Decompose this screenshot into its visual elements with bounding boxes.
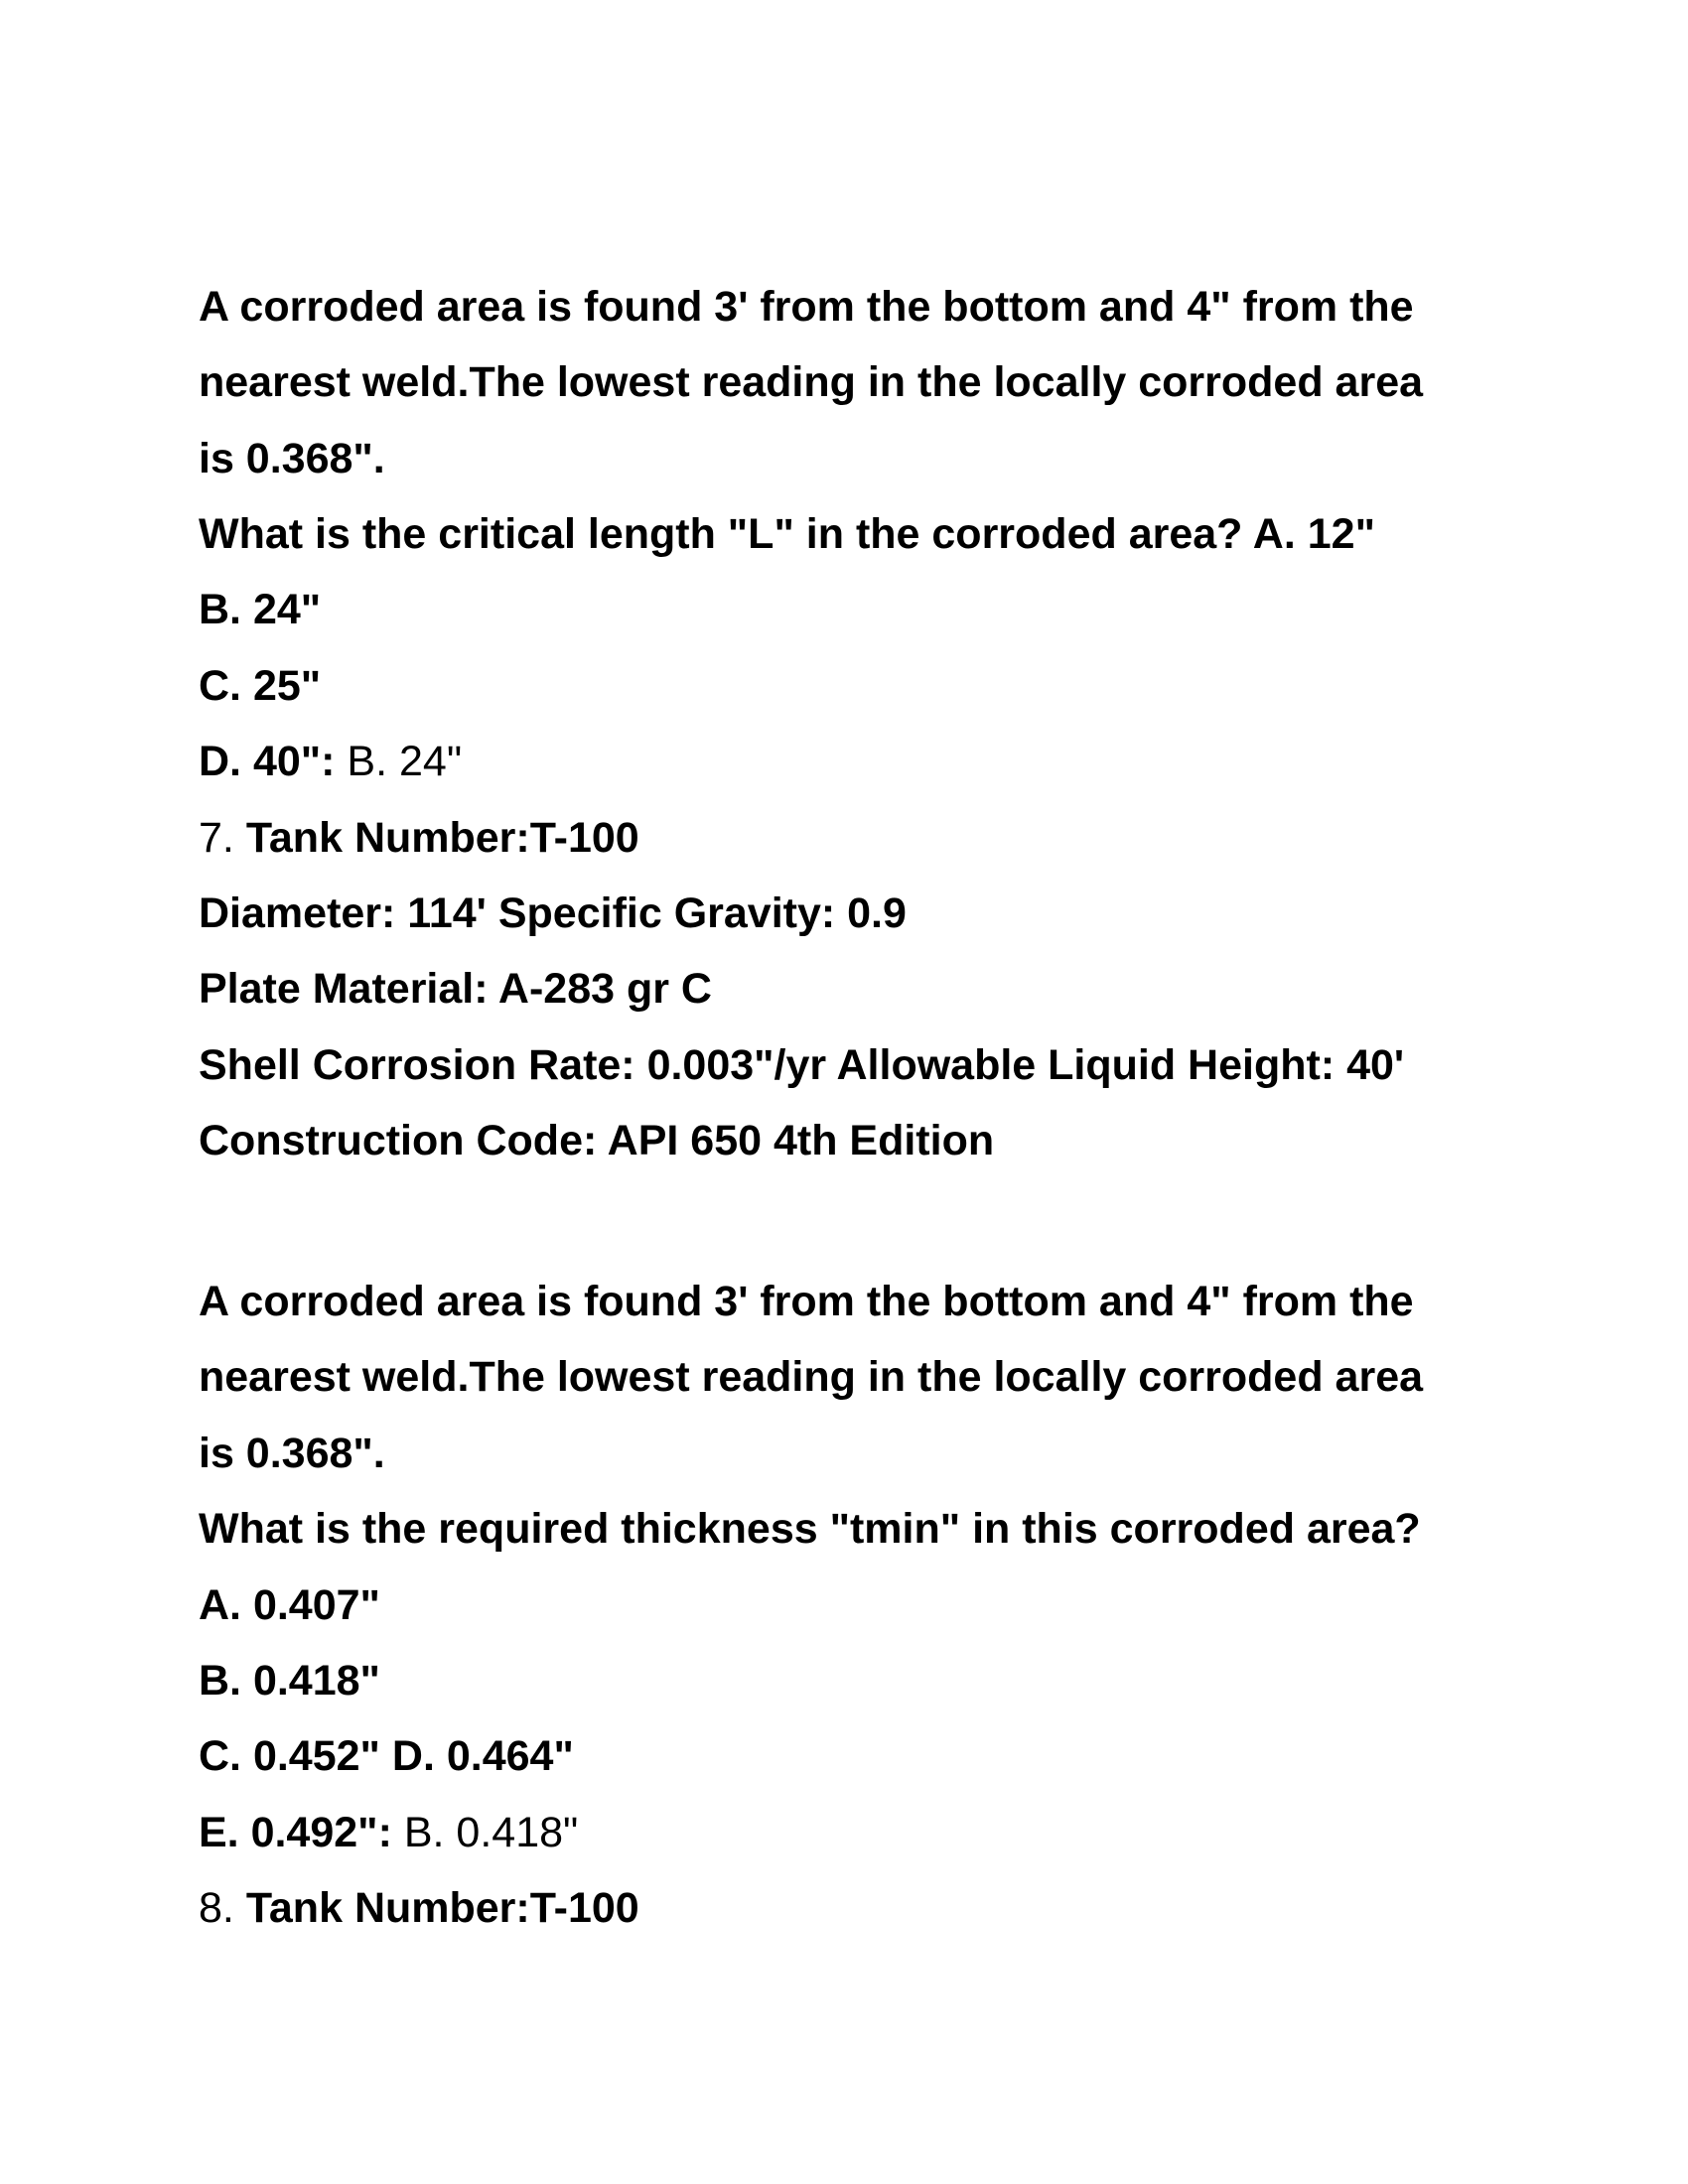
question-text-line: is 0.368". (199, 435, 385, 482)
item-header (199, 814, 639, 862)
answer: B. 24" (335, 738, 463, 785)
question-text-line: nearest weld.The lowest reading in the locally corroded area (199, 1353, 1424, 1401)
question-prompt: What is the required thickness "tmin" in this corroded area? (199, 1505, 1421, 1553)
question-text-line: is 0.368". (199, 1430, 385, 1477)
option-d-with-answer (199, 738, 463, 785)
question-prompt: What is the critical length "L" in the corroded area? A. 12" (199, 510, 1375, 558)
question-text-line: nearest weld.The lowest reading in the locally corroded area (199, 358, 1424, 406)
option-e-with-answer (199, 1809, 579, 1856)
option-a: A. 0.407" (199, 1581, 380, 1629)
answer: B. 0.418" (391, 1809, 579, 1856)
tank-number: Tank Number:T-100 (233, 814, 639, 862)
option-c-d: C. 0.452" D. 0.464" (199, 1732, 574, 1780)
corrosion-rate-line: Shell Corrosion Rate: 0.003"/yr Allowable Liquid Height: 40' (199, 1041, 1405, 1089)
option-e: E. 0.492": (199, 1809, 392, 1856)
item-header (199, 1884, 639, 1932)
construction-code-line: Construction Code: API 650 4th Edition (199, 1117, 995, 1164)
item-number: 7. (199, 814, 234, 862)
option-c: C. 25" (199, 662, 322, 710)
plate-material-line: Plate Material: A-283 gr C (199, 965, 712, 1013)
item-number: 8. (199, 1884, 234, 1932)
tank-number: Tank Number:T-100 (233, 1884, 639, 1932)
option-d: D. 40": (199, 738, 336, 785)
option-b: B. 0.418" (199, 1657, 380, 1705)
option-b: B. 24" (199, 586, 322, 633)
question-text-line: A corroded area is found 3' from the bottom and 4" from the (199, 1278, 1414, 1325)
diameter-line: Diameter: 114' Specific Gravity: 0.9 (199, 889, 907, 937)
question-text-line: A corroded area is found 3' from the bottom and 4" from the (199, 283, 1414, 331)
